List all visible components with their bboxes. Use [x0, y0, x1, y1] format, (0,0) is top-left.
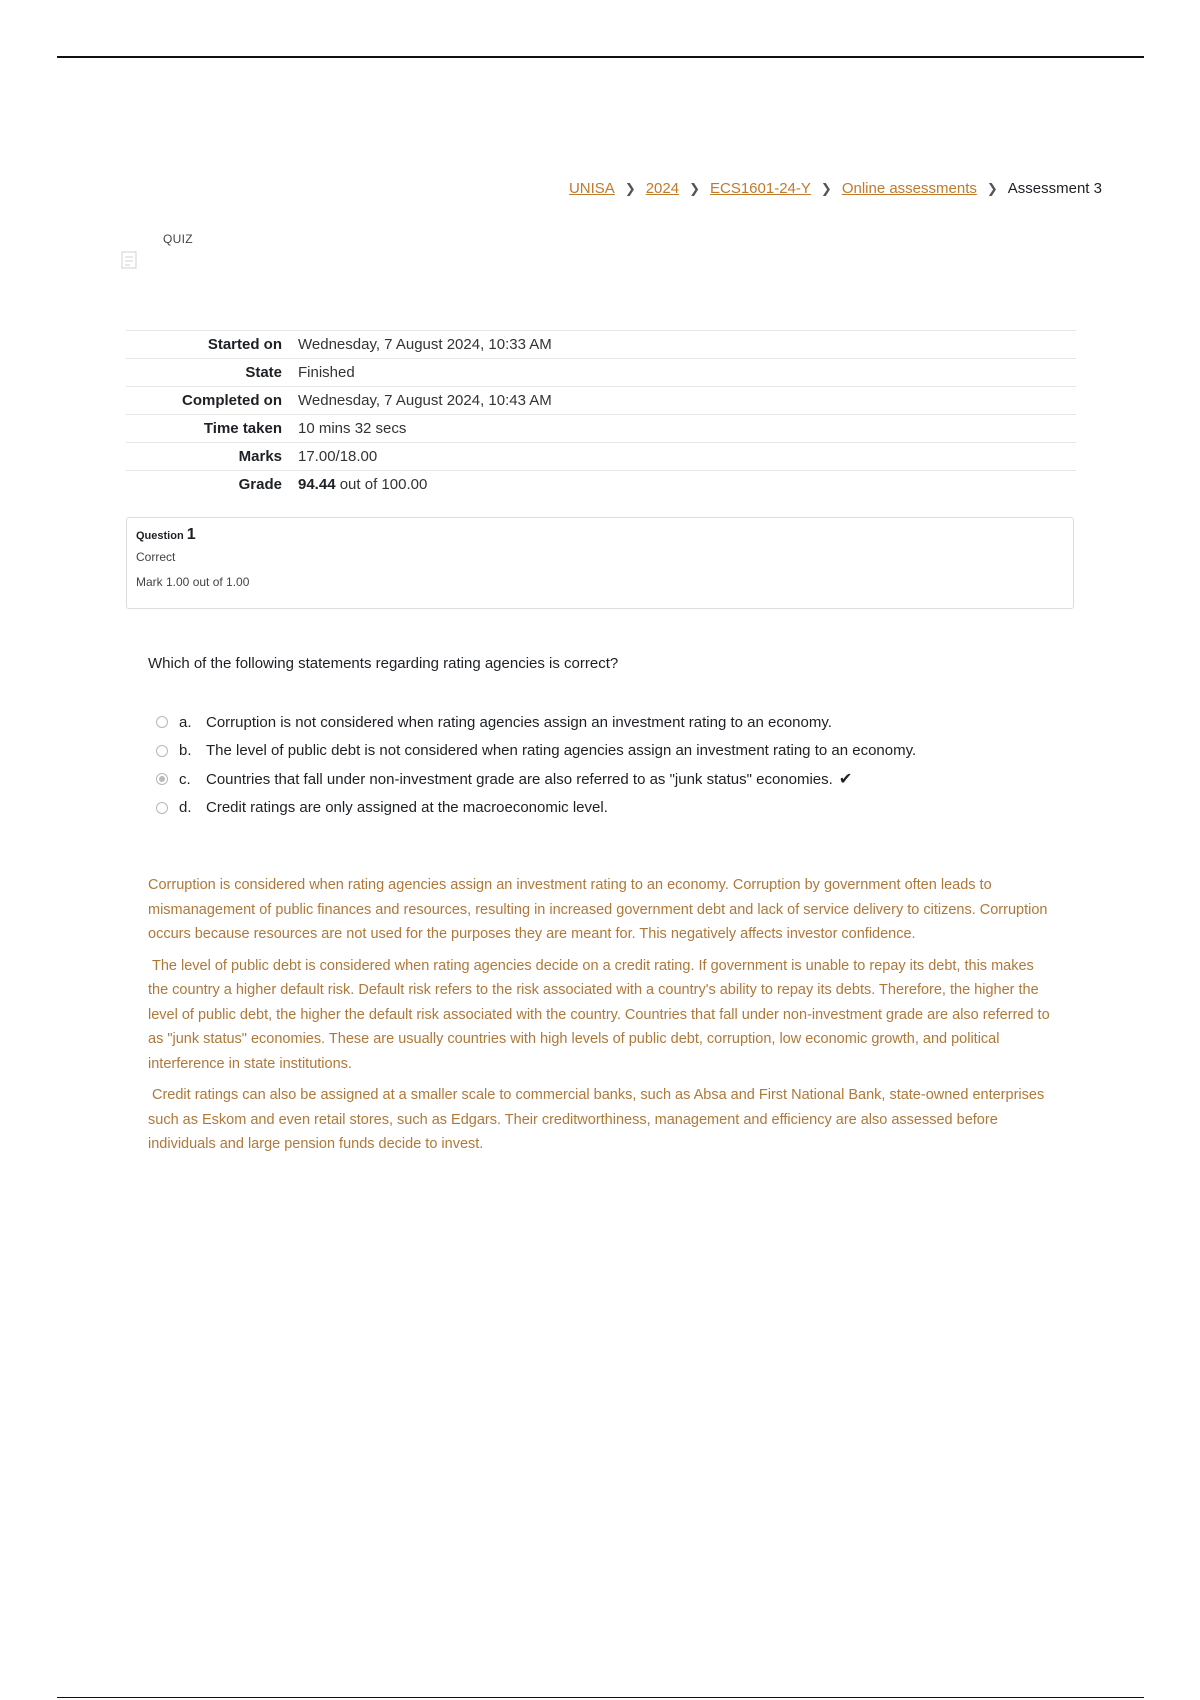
answer-letter: c.	[179, 770, 191, 788]
breadcrumb-link-year[interactable]: 2024	[645, 180, 680, 197]
summary-label: Grade	[238, 476, 282, 493]
checkmark-icon: ✔	[838, 771, 853, 789]
question-info-box	[126, 517, 1074, 609]
grade-value	[298, 471, 1076, 499]
summary-value: 17.00/18.00	[298, 448, 378, 465]
grade-score: 94.44	[298, 476, 336, 493]
chevron-right-icon: ❯	[689, 180, 700, 196]
chevron-right-icon: ❯	[986, 180, 998, 196]
feedback-paragraph: Corruption is considered when rating agencies assign an investment rating to an economy. Corruption by government often leads to mismanagement of public finances and resources, resulting in increased government debt and lack of service delivery to citizens. Corruption occurs because resources are not used for the purposes they are meant for. This negatively affects investor confidence.	[148, 877, 1048, 942]
question-label: Question	[136, 530, 184, 542]
question-mark: Mark 1.00 out of 1.00	[136, 575, 250, 589]
bottom-rule	[57, 1697, 1144, 1698]
breadcrumb-link-unisa[interactable]: UNISA	[568, 180, 615, 197]
breadcrumb-link-course[interactable]: ECS1601-24-Y	[710, 180, 811, 197]
breadcrumb	[569, 180, 1102, 197]
answer-text: The level of public debt is not considered when rating agencies assign an investment rating to an economy.	[206, 742, 917, 760]
summary-value: Wednesday, 7 August 2024, 10:33 AM	[298, 336, 552, 353]
summary-label: Marks	[238, 448, 282, 465]
summary-value: Finished	[298, 364, 355, 381]
answer-text: Corruption is not considered when rating agencies assign an investment rating to an economy.	[206, 713, 832, 731]
grade-out-of: out of 100.00	[335, 476, 428, 493]
radio-button[interactable]	[156, 802, 168, 814]
question-state: Correct	[136, 550, 176, 564]
summary-label: Completed on	[182, 392, 282, 409]
quiz-icon	[120, 250, 140, 270]
question-number	[136, 526, 1064, 544]
answer-letter: a.	[179, 713, 192, 731]
summary-label: State	[245, 364, 282, 381]
summary-row	[126, 387, 1076, 415]
answer-letter: b.	[179, 742, 192, 760]
radio-button-selected[interactable]	[156, 773, 168, 785]
chevron-right-icon: ❯	[624, 180, 636, 196]
summary-row	[126, 443, 1076, 471]
radio-button[interactable]	[156, 716, 168, 728]
breadcrumb-link-online-assessments[interactable]: Online assessments	[841, 180, 977, 197]
answer-text: Credit ratings are only assigned at the macroeconomic level.	[206, 799, 608, 817]
answer-option-d[interactable]	[156, 794, 916, 823]
summary-row	[126, 415, 1076, 443]
question-number-value: 1	[186, 526, 196, 543]
answer-letter: d.	[179, 799, 192, 817]
breadcrumb-current: Assessment 3	[1007, 180, 1102, 197]
feedback-paragraph: The level of public debt is considered when rating agencies decide on a credit rating. If government is unable to repay its debt, this makes the country a higher default risk. Default risk refers to the risk associated with a country's ability to repay its debts. Therefore, the higher the level of public debt, the higher the default risk associated with the country. Countries that fall under non-investment grade are also referred to as "junk status" economies. These are usually countries with high levels of public debt, corruption, low economic growth, and political interference in state institutions.	[148, 957, 1050, 1072]
summary-row-grade	[126, 471, 1076, 499]
top-rule	[57, 56, 1144, 58]
activity-type-label: QUIZ	[163, 232, 193, 246]
answer-option-c[interactable]	[156, 765, 916, 794]
feedback-paragraph: Credit ratings can also be assigned at a smaller scale to commercial banks, such as Absa and First National Bank, state-owned enterprises such as Eskom and even retail stores, such as Edgars. Their creditworthiness, management and efficiency are also assessed before individuals and large pension funds decide to invest.	[148, 1087, 1045, 1152]
answer-option-b[interactable]	[156, 737, 916, 766]
general-feedback	[148, 873, 1053, 1164]
summary-value: 10 mins 32 secs	[298, 420, 407, 437]
attempt-summary-table	[126, 330, 1076, 498]
summary-label: Time taken	[203, 420, 282, 437]
answer-text: Countries that fall under non-investment grade are also referred to as "junk status" economies.	[206, 770, 833, 788]
summary-label: Started on	[207, 336, 282, 353]
radio-button[interactable]	[156, 745, 168, 757]
answer-option-a[interactable]	[156, 708, 916, 737]
summary-row	[126, 331, 1076, 359]
summary-value: Wednesday, 7 August 2024, 10:43 AM	[298, 392, 552, 409]
question-text: Which of the following statements regarding rating agencies is correct?	[148, 655, 619, 672]
summary-row	[126, 359, 1076, 387]
chevron-right-icon: ❯	[820, 180, 832, 196]
answer-options	[156, 708, 916, 822]
